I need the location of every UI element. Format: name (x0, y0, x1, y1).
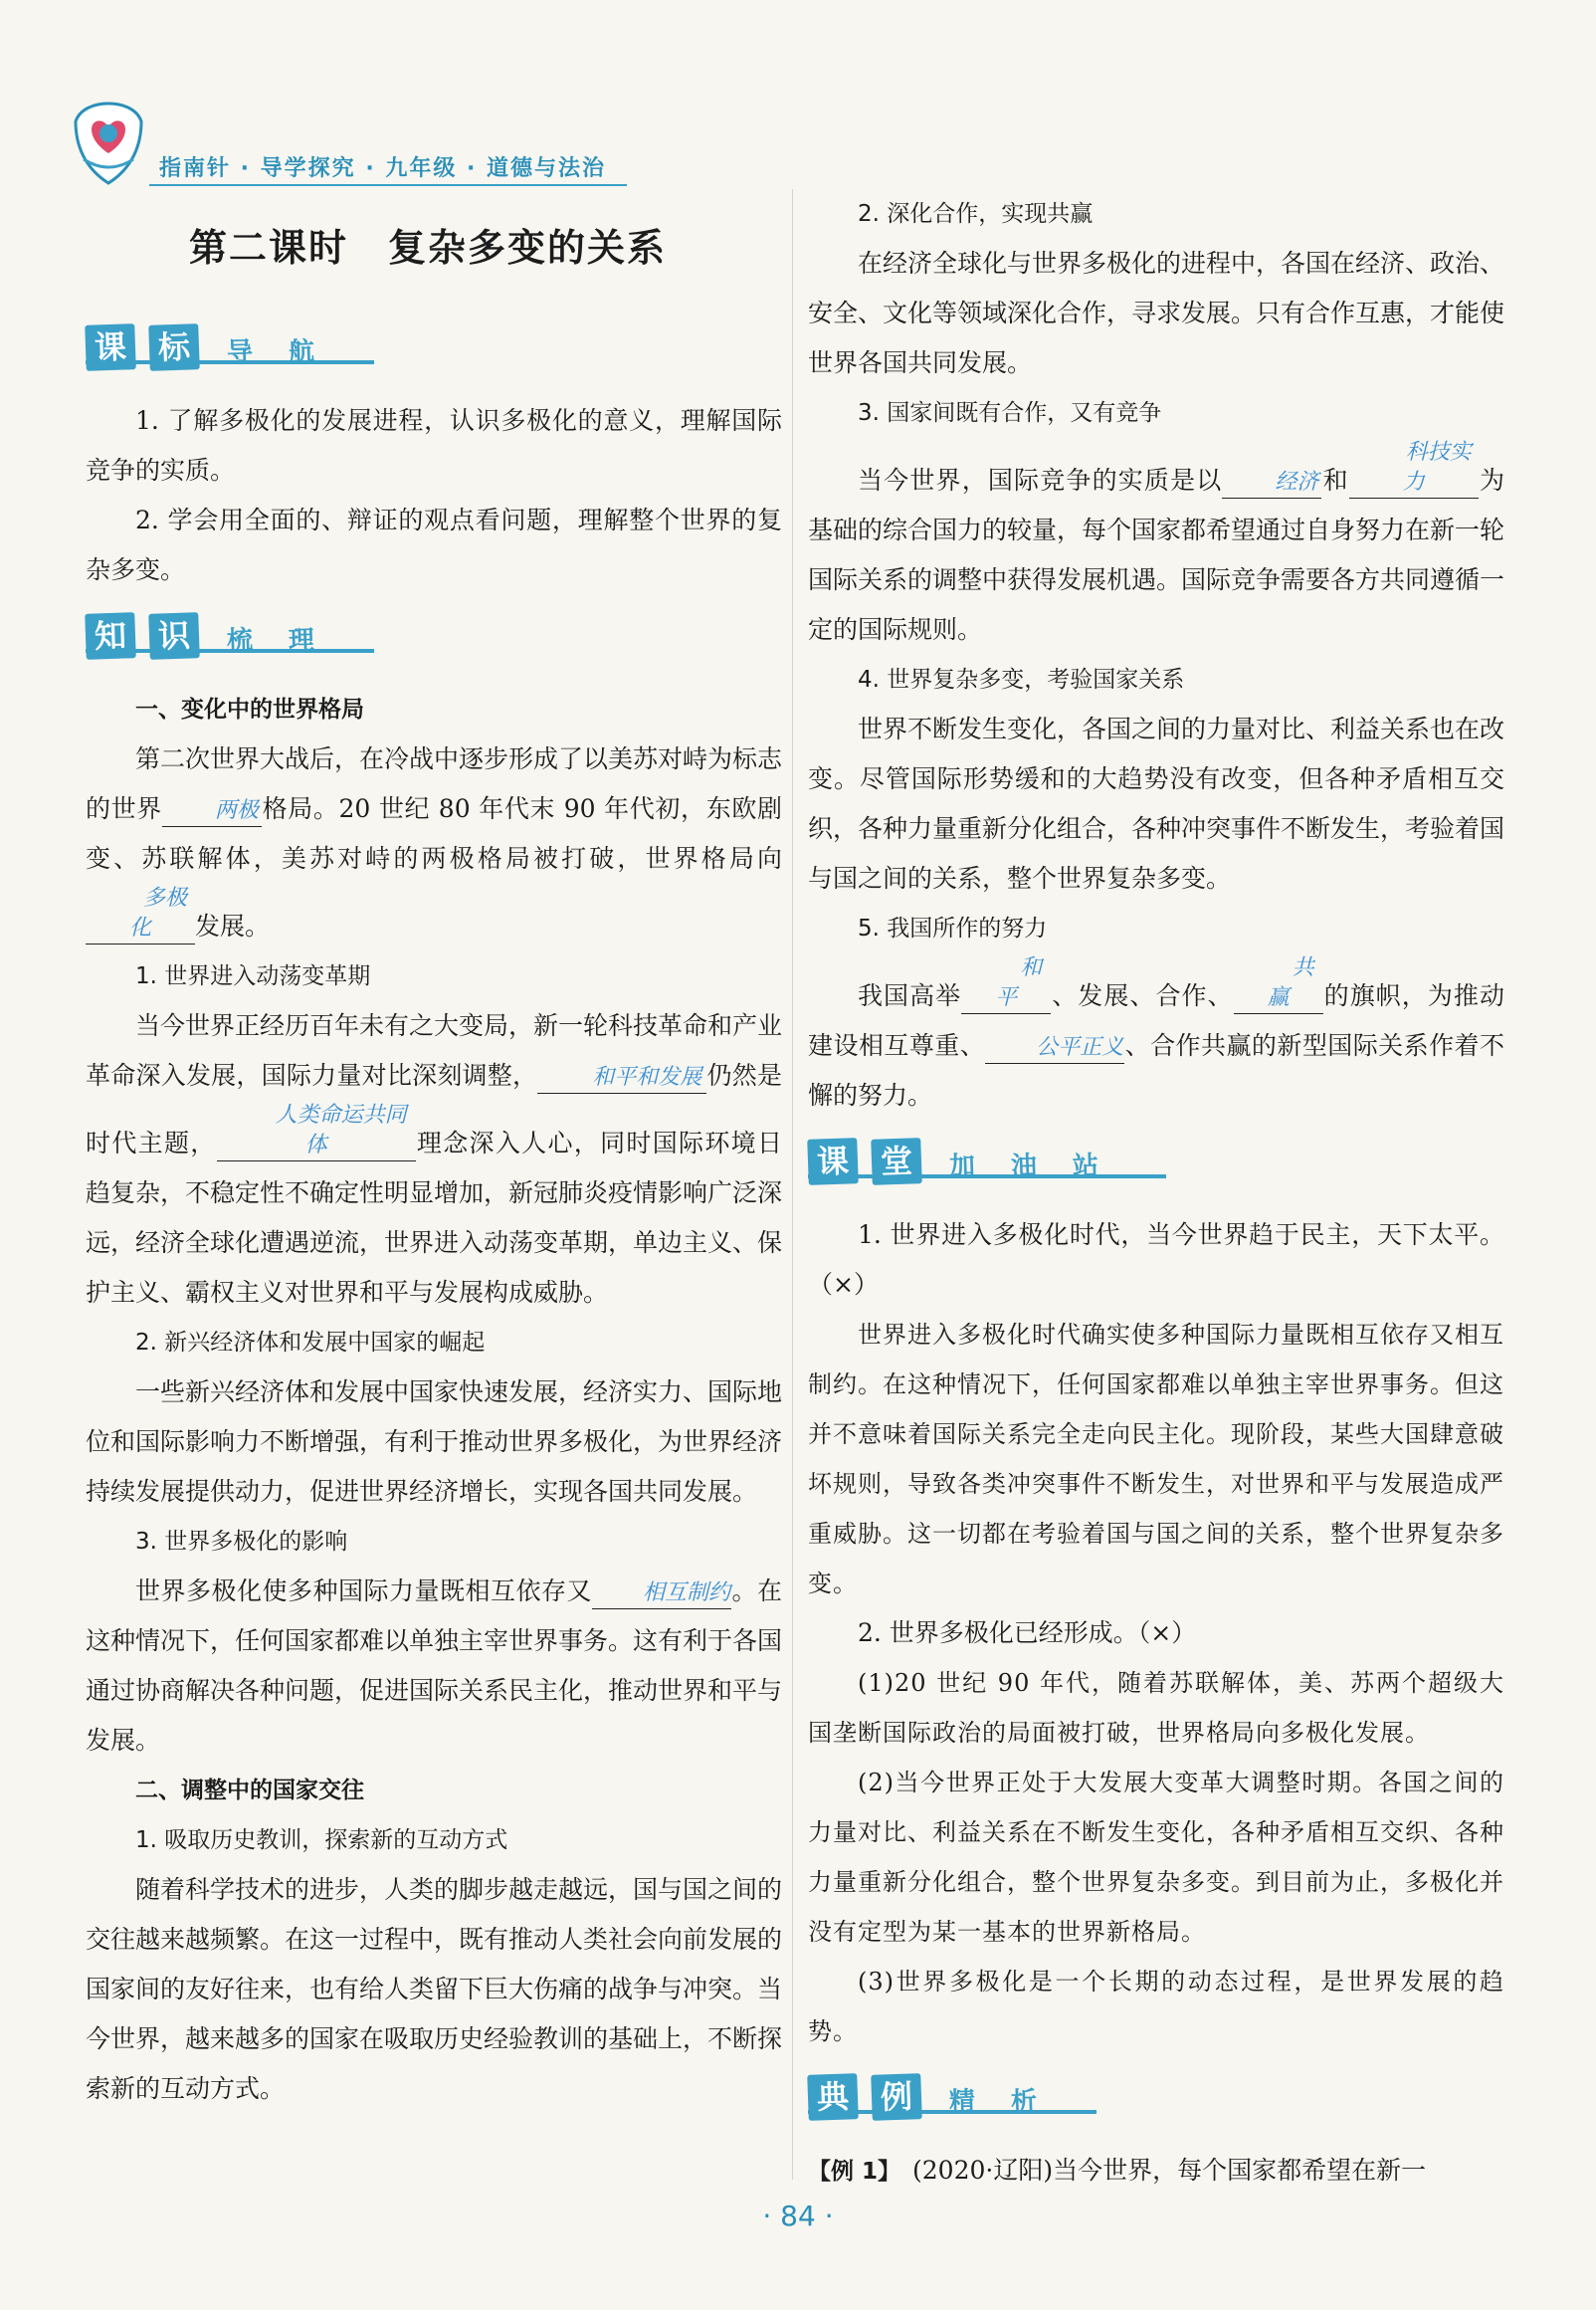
right-column (808, 189, 1504, 2197)
goal-1: 1. 了解多极化的发展进程，认识多极化的意义，理解国际竞争的实质。 (86, 406, 782, 485)
t5-title: 5. 我国所作的努力 (858, 916, 1048, 942)
page-number: · 84 · (762, 2200, 834, 2232)
example-1: 【例 1】 (2020·辽阳)当今世界，每个国家都希望在新一 (808, 2156, 1427, 2185)
t3-paragraph: 当今世界，国际竞争的实质是以 经济 和科技实力 为基础的综合国力的较量，每个国家都希望通过自身努力在新一轮国际关系的调整中获得发展机遇。国际竞争需要各方共同遵循一定的国际规则。 (808, 440, 1505, 644)
s1-title: 1. 世界进入动荡变革期 (135, 963, 371, 989)
s2-paragraph: 一些新兴经济体和发展中国家快速发展，经济实力、国际地位和国际影响力不断增强，有利于推动世界多极化，为世界经济持续发展提供动力，促进世界经济增长，实现各国共同发展。 (86, 1377, 783, 1506)
t3-title: 3. 国家间既有合作，又有竞争 (858, 400, 1162, 426)
t2-paragraph: 在经济全球化与世界多极化的进程中，各国在经济、政治、安全、文化等领域深化合作，寻求发展。只有合作互惠，才能使世界各国共同发展。 (808, 249, 1505, 377)
t2-title: 2. 深化合作，实现共赢 (858, 201, 1094, 227)
goal-2: 2. 学会用全面的、辩证的观点看问题，理解整个世界的复杂多变。 (86, 506, 782, 584)
series-header-text: 指南针 · 导学探究 · 九年级 · 道德与法治 (159, 156, 607, 181)
part1-paragraph: 第二次世界大战后，在冷战中逐步形成了以美苏对峙为标志的世界 两极 格局。20 世纪 80 年代末 90 年代初，东欧剧变、苏联解体，美苏对峙的两极格局被打破，世界格局向多极化 发展。 (86, 735, 782, 951)
left-column (86, 307, 782, 2114)
question-1-explanation: 世界进入多极化时代确实使多种国际力量既相互依存又相互制约。在这种情况下，任何国家都难以单独主宰世界事务。但这并不意味着国际关系完全走向民主化。现阶段，某些大国肆意破坏规则，导致各类冲突事件不断发生，对世界和平与发展造成严重威胁。这一切都在考验着国与国之间的关系，整个世界复杂多变。 (808, 1321, 1504, 1597)
banner-course-standard: 课 标 导 航 (86, 320, 782, 382)
t1-title: 1. 吸取历史教训，探索新的互动方式 (135, 1827, 508, 1853)
question-2-explanation-3: (3)世界多极化是一个长期的动态过程，是世界发展的趋势。 (808, 1968, 1504, 2045)
answer-blank: 两极 (162, 796, 262, 827)
question-2: 2. 世界多极化已经形成。（×） (858, 1618, 1197, 1647)
t4-paragraph: 世界不断发生变化，各国之间的力量对比、利益关系也在改变。尽管国际形势缓和的大趋势没有改变，但各种矛盾相互交织，各种力量重新分化组合，各种冲突事件不断发生，考验着国与国之间的关系，整个世界复杂多变。 (808, 715, 1505, 893)
answer-blank: 科技实力 (1349, 438, 1479, 499)
banner-knowledge-review: 知 识 梳 理 (86, 609, 782, 671)
t1-paragraph: 随着科学技术的进步，人类的脚步越走越远，国与国之间的交往越来越频繁。在这一过程中，既有推动人类社会向前发展的国家间的友好往来，也有给人类留下巨大伤痛的战争与冲突。当今世界，越来越多的国家在吸取历史经验教训的基础上，不断探索新的互动方式。 (86, 1875, 783, 2103)
question-1: 1. 世界进入多极化时代，当今世界趋于民主，天下太平。（×） (808, 1220, 1504, 1299)
banner-classroom-station: 课 堂 加 油 站 (808, 1135, 1504, 1196)
answer-blank: 多极化 (86, 884, 195, 945)
part1-title: 一、变化中的世界格局 (135, 697, 364, 723)
part2-title: 二、调整中的国家交往 (135, 1778, 364, 1803)
answer-blank: 经济 (1222, 468, 1321, 499)
t5-paragraph: 我国高举和平 、发展、合作、共赢 的旗帜，为推动建设相互尊重、 公平正义、合作共赢的新型国际关系作着不懈的努力。 (808, 955, 1504, 1110)
answer-blank: 和平和发展 (537, 1063, 706, 1094)
answer-blank: 公平正义 (985, 1033, 1124, 1064)
s2-title: 2. 新兴经济体和发展中国家的崛起 (135, 1330, 486, 1356)
t4-title: 4. 世界复杂多变，考验国家关系 (858, 667, 1185, 693)
lesson-title: 第二课时 复杂多变的关系 (189, 225, 668, 270)
column-divider (792, 189, 793, 2180)
s1-paragraph: 当今世界正经历百年未有之大变局，新一轮科技革命和产业革命深入发展，国际力量对比深刻调整， 和平和发展 仍然是时代主题，人类命运共同体 理念深入人心，同时国际环境日趋复杂，不稳定性不确定性明显增加，新冠肺炎疫情影响广泛深远，经济全球化遭遇逆流，世界进入动荡变革期，单边主义、保护主义、霸权主义对世界和平与发展构成威胁。 (86, 1011, 783, 1307)
question-2-explanation-2: (2)当今世界正处于大发展大变革大调整时期。各国之间的力量对比、利益关系在不断发生变化，各种矛盾相互交织、各种力量重新分化组合，整个世界复杂多变。到目前为止，多极化并没有定型为某一基本的世界新格局。 (808, 1769, 1504, 1946)
answer-blank: 相互制约 (592, 1578, 731, 1609)
s3-paragraph: 世界多极化使多种国际力量既相互依存又 相互制约。在这种情况下，任何国家都难以单独主宰世界事务。这有利于各国通过协商解决各种问题，促进国际关系民主化，推动世界和平与发展。 (86, 1576, 783, 1755)
banner-example-analysis: 典 例 精 析 (808, 2070, 1504, 2132)
s3-title: 3. 世界多极化的影响 (135, 1529, 348, 1555)
answer-blank: 人类命运共同体 (217, 1101, 416, 1161)
header-divider (149, 184, 627, 186)
answer-blank: 和平 (961, 953, 1051, 1014)
question-2-explanation-1: (1)20 世纪 90 年代，随着苏联解体，美、苏两个超级大国垄断国际政治的局面被打破，世界格局向多极化发展。 (808, 1669, 1504, 1747)
answer-blank: 共赢 (1234, 953, 1323, 1014)
school-badge-logo-icon (70, 100, 147, 187)
